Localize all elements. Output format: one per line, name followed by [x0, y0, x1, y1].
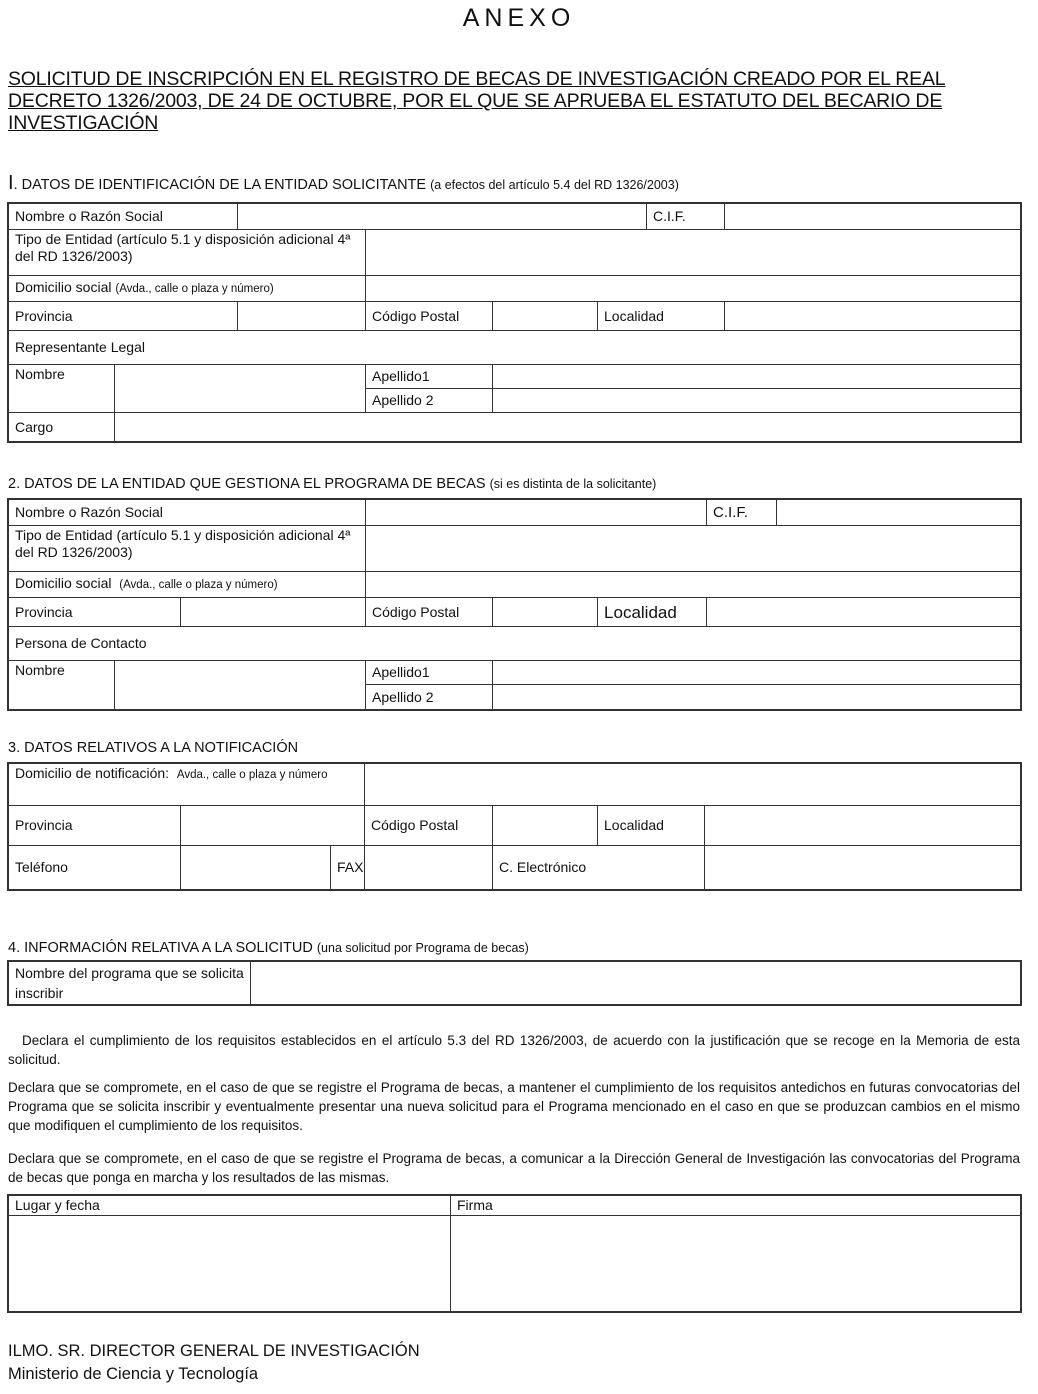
- section-1-number: I: [8, 172, 14, 194]
- s1-cif-field[interactable]: [725, 204, 1021, 230]
- section-4-note: (una solicitud por Programa de becas): [316, 941, 529, 955]
- s2-domicilio-field[interactable]: [366, 572, 1021, 598]
- declaration-3: Declara que se compromete, en el caso de que se registre el Programa de becas, a comunicar a la Dirección General de Investigación las convocatorias del Programa de becas que ponga en marcha y los resultados de las mismas.: [8, 1151, 1020, 1185]
- addressee-title: ILMO. SR. DIRECTOR GENERAL DE INVESTIGACIÓN: [8, 1342, 420, 1360]
- s1-localidad-field[interactable]: [725, 302, 1021, 331]
- s2-persona-contacto-label: Persona de Contacto: [9, 627, 1021, 661]
- section-1-note: (a efectos del artículo 5.4 del RD 1326/2003): [430, 178, 679, 192]
- section-1-title: . DATOS DE IDENTIFICACIÓN DE LA ENTIDAD SOLICITANTE: [13, 177, 427, 193]
- s4-programa-label: Nombre del programa que se solicita inscribir: [9, 962, 251, 1005]
- s3-localidad-label: Localidad: [598, 806, 705, 846]
- s1-codigo-postal-field[interactable]: [493, 302, 598, 331]
- s2-codigo-postal-label: Código Postal: [366, 598, 493, 627]
- lugar-fecha-label: Lugar y fecha: [9, 1196, 451, 1216]
- s1-localidad-label: Localidad: [598, 302, 725, 331]
- s2-provincia-field[interactable]: [181, 598, 366, 627]
- section-3-table: [8, 763, 1021, 890]
- section-2-note: (si es distinta de la solicitante): [489, 477, 657, 491]
- s2-apellido2-field[interactable]: [493, 685, 1021, 710]
- s1-tipo-entidad-label: Tipo de Entidad (artículo 5.1 y disposición adicional 4ª del RD 1326/2003): [9, 230, 366, 276]
- s3-localidad-field[interactable]: [705, 806, 1021, 846]
- lugar-fecha-field[interactable]: [9, 1216, 451, 1312]
- s3-domicilio-field[interactable]: [365, 764, 1021, 806]
- s2-cif-label: C.I.F.: [707, 500, 777, 526]
- s1-provincia-label: Provincia: [9, 302, 238, 331]
- s3-domicilio-label: Domicilio de notificación: Avda., calle o plaza y número: [9, 764, 365, 806]
- s2-tipo-entidad-label: Tipo de Entidad (artículo 5.1 y disposición adicional 4ª del RD 1326/2003): [9, 526, 366, 572]
- section-1-table: [8, 203, 1021, 442]
- s1-cargo-field[interactable]: [115, 413, 1021, 442]
- section-2-heading: [8, 476, 656, 492]
- s3-provincia-field[interactable]: [181, 806, 365, 846]
- s1-cargo-label: Cargo: [9, 413, 115, 442]
- s1-apellido1-field[interactable]: [493, 365, 1021, 389]
- s3-telefono-field[interactable]: [181, 846, 331, 890]
- s2-localidad-label: Localidad: [598, 598, 707, 627]
- s3-provincia-label: Provincia: [9, 806, 181, 846]
- section-4-table: [8, 961, 1021, 1005]
- s3-fax-field[interactable]: [365, 846, 493, 890]
- s3-correo-field[interactable]: [705, 846, 1021, 890]
- s2-domicilio-label: Domicilio social (Avda., calle o plaza y número): [9, 572, 366, 598]
- s1-nombre-label: Nombre o Razón Social: [9, 204, 238, 230]
- s1-tipo-entidad-field[interactable]: [366, 230, 1021, 276]
- section-2-title: 2. DATOS DE LA ENTIDAD QUE GESTIONA EL PROGRAMA DE BECAS: [8, 476, 486, 492]
- s1-representante-label: Representante Legal: [9, 331, 1021, 365]
- s1-cif-label: C.I.F.: [647, 204, 725, 230]
- section-3-heading: 3. DATOS RELATIVOS A LA NOTIFICACIÓN: [8, 740, 299, 756]
- s1-nombre-rep-label: Nombre: [9, 365, 115, 413]
- s1-apellido2-label: Apellido 2: [366, 389, 493, 413]
- s2-apellido1-field[interactable]: [493, 661, 1021, 685]
- signature-table: [8, 1195, 1021, 1312]
- s2-tipo-entidad-field[interactable]: [366, 526, 1021, 572]
- s2-provincia-label: Provincia: [9, 598, 181, 627]
- firma-label: Firma: [451, 1196, 1021, 1216]
- s2-cif-field[interactable]: [777, 500, 1021, 526]
- s3-codigo-postal-field[interactable]: [493, 806, 598, 846]
- s1-apellido2-field[interactable]: [493, 389, 1021, 413]
- firma-field[interactable]: [451, 1216, 1021, 1312]
- s3-telefono-label: Teléfono: [9, 846, 181, 890]
- s1-apellido1-label: Apellido1: [366, 365, 493, 389]
- s2-nombre-contacto-label: Nombre: [9, 661, 115, 710]
- s2-nombre-label: Nombre o Razón Social: [9, 500, 366, 526]
- annex-title: ANEXO: [462, 4, 576, 32]
- s3-fax-label: FAX: [331, 846, 365, 890]
- addressee-ministry: Ministerio de Ciencia y Tecnología: [8, 1365, 259, 1383]
- s2-nombre-field[interactable]: [366, 500, 707, 526]
- s2-localidad-field[interactable]: [707, 598, 1021, 627]
- section-1-heading: [8, 172, 679, 195]
- declaration-2: Declara que se compromete, en el caso de que se registre el Programa de becas, a mantener el cumplimiento de los requisitos antedichos en futuras convocatorias del Programa que se solicita inscribir y eventualmente presentar una nueva solicitud para el Programa mencionado en el caso en que se produzcan cambios en el mismo que modifiquen el cumplimiento de los requisitos.: [8, 1080, 1020, 1133]
- s2-nombre-contacto-field[interactable]: [115, 661, 366, 710]
- s2-codigo-postal-field[interactable]: [493, 598, 598, 627]
- form-title: SOLICITUD DE INSCRIPCIÓN EN EL REGISTRO DE BECAS DE INVESTIGACIÓN CREADO POR EL REAL DECRETO 1326/2003, DE 24 DE OCTUBRE, POR EL QUE SE APRUEBA EL ESTATUTO DEL BECARIO DE INVESTIGACIÓN: [8, 68, 946, 134]
- s1-codigo-postal-label: Código Postal: [366, 302, 493, 331]
- s3-correo-label: C. Electrónico: [493, 846, 705, 890]
- s4-programa-field[interactable]: [251, 962, 1021, 1005]
- section-4-title: 4. INFORMACIÓN RELATIVA A LA SOLICITUD: [8, 940, 313, 956]
- s1-domicilio-label: Domicilio social (Avda., calle o plaza y número): [9, 276, 366, 302]
- s2-apellido2-label: Apellido 2: [366, 685, 493, 710]
- declaration-1: Declara el cumplimiento de los requisitos establecidos en el artículo 5.3 del RD 1326/2003, de acuerdo con la justificación que se recoge en la Memoria de esta solicitud.: [8, 1033, 1020, 1067]
- s2-apellido1-label: Apellido1: [366, 661, 493, 685]
- s1-nombre-rep-field[interactable]: [115, 365, 366, 413]
- section-4-heading: [8, 940, 529, 956]
- s3-codigo-postal-label: Código Postal: [365, 806, 493, 846]
- section-2-table: [8, 499, 1021, 710]
- s1-provincia-field[interactable]: [238, 302, 366, 331]
- s1-domicilio-field[interactable]: [366, 276, 1021, 302]
- s1-nombre-field[interactable]: [238, 204, 647, 230]
